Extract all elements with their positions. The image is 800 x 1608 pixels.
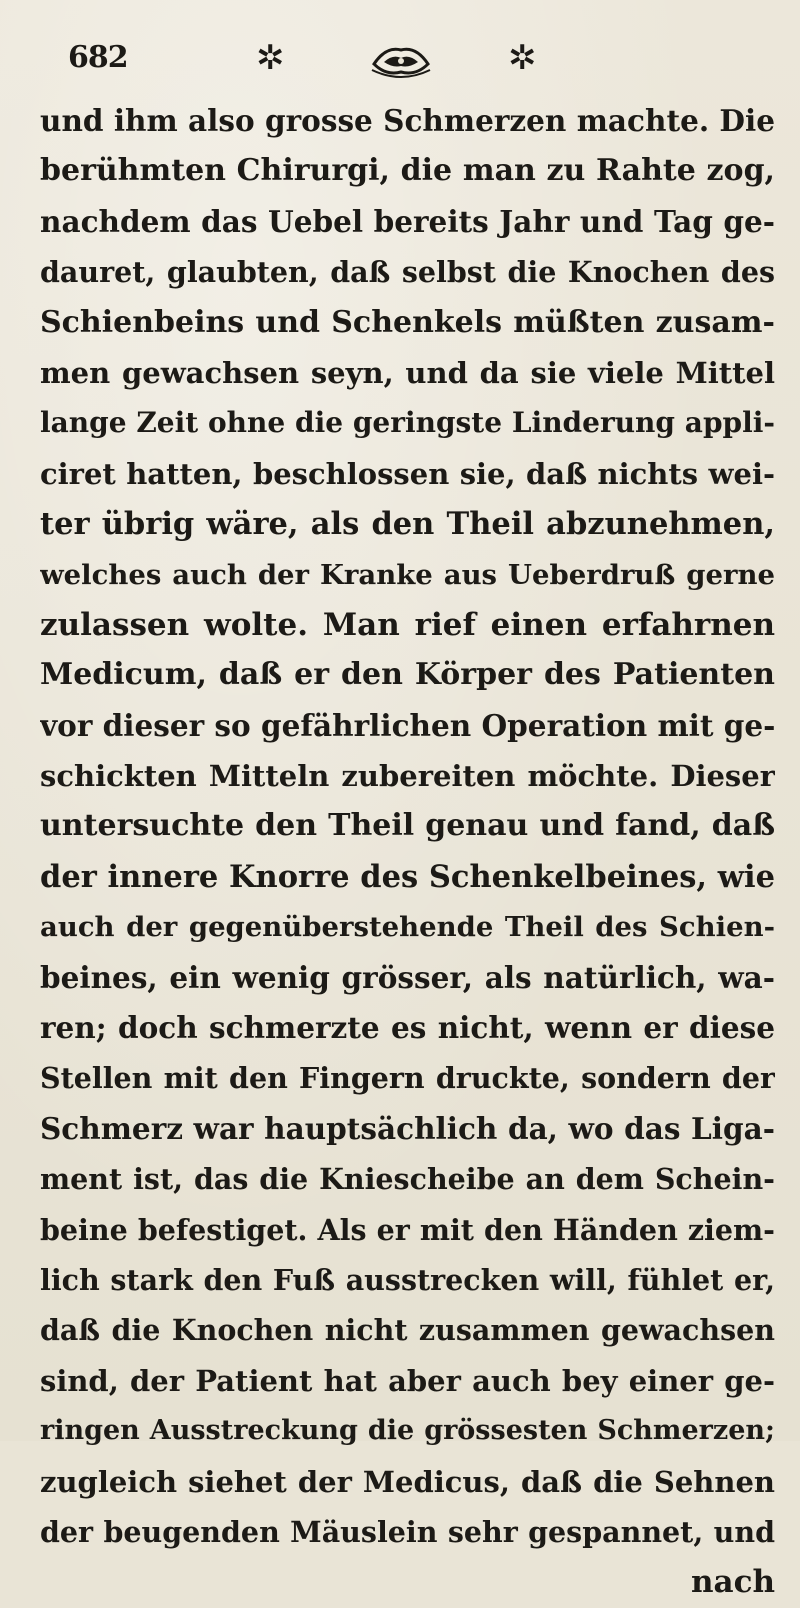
text-line: auch der gegenüberstehende Theil des Schien- xyxy=(40,911,775,944)
text-line: men gewachsen seyn, und da sie viele Mittel xyxy=(40,355,775,390)
text-line: untersuchte den Theil genau und fand, daß xyxy=(40,808,775,844)
text-line: ren; doch schmerzte es nicht, wenn er diese xyxy=(40,1010,775,1046)
text-line: beines, ein wenig grösser, als natürlich, wa- xyxy=(40,959,775,995)
text-line: nachdem das Uebel bereits Jahr und Tag ge- xyxy=(40,203,775,239)
text-line: vor dieser so gefährlichen Operation mit ge- xyxy=(40,707,775,743)
text-line: zugleich siehet der Medicus, daß die Sehnen xyxy=(40,1464,775,1499)
text-line: Medicum, daß er den Körper des Patienten xyxy=(40,657,775,693)
asterism-ornament-left: ✲ xyxy=(256,38,285,78)
catchword: nach xyxy=(690,1564,775,1601)
text-line: schickten Mitteln zubereiten möchte. Dieser xyxy=(40,759,775,794)
text-line: lich stark den Fuß ausstrecken will, fühlet er, xyxy=(40,1262,775,1297)
body-text xyxy=(40,96,775,1608)
text-line: ringen Ausstreckung die grössesten Schmerzen; xyxy=(40,1415,775,1447)
text-line: Stellen mit den Fingern druckte, sondern der xyxy=(40,1061,775,1096)
text-line: Schmerz war hauptsächlich da, wo das Liga- xyxy=(40,1110,775,1146)
page-header xyxy=(68,38,688,86)
text-line: zulassen wolte. Man rief einen erfahrnen xyxy=(40,606,775,643)
vignette-ornament-icon xyxy=(368,40,434,80)
text-line: beine befestiget. Als er mit den Händen ziem- xyxy=(40,1212,775,1247)
text-line: berühmten Chirurgi, die man zu Rahte zog, xyxy=(40,153,775,189)
text-line: Schienbeins und Schenkels müßten zusam- xyxy=(40,304,775,340)
text-line: ciret hatten, beschlossen sie, daß nichts wei- xyxy=(40,456,775,491)
text-line: der innere Knorre des Schenkelbeines, wie xyxy=(40,858,775,895)
text-line: der beugenden Mäuslein sehr gespannet, und xyxy=(40,1514,775,1549)
text-line: lange Zeit ohne die geringste Linderung appli- xyxy=(40,406,775,440)
text-line: daß die Knochen nicht zusammen gewachsen xyxy=(40,1313,775,1348)
text-line: sind, der Patient hat aber auch bey einer ge- xyxy=(40,1363,775,1398)
text-line: dauret, glaubten, daß selbst die Knochen des xyxy=(40,255,775,290)
text-line: und ihm also grosse Schmerzen machte. Die xyxy=(40,103,775,138)
text-line: ter übrig wäre, als den Theil abzunehmen, xyxy=(40,506,775,543)
text-line: ment ist, das die Kniescheibe an dem Schein- xyxy=(40,1162,775,1197)
asterism-ornament-right: ✲ xyxy=(508,38,537,78)
page-number: 682 xyxy=(68,40,128,75)
text-line: welches auch der Kranke aus Ueberdruß gerne xyxy=(40,558,775,591)
